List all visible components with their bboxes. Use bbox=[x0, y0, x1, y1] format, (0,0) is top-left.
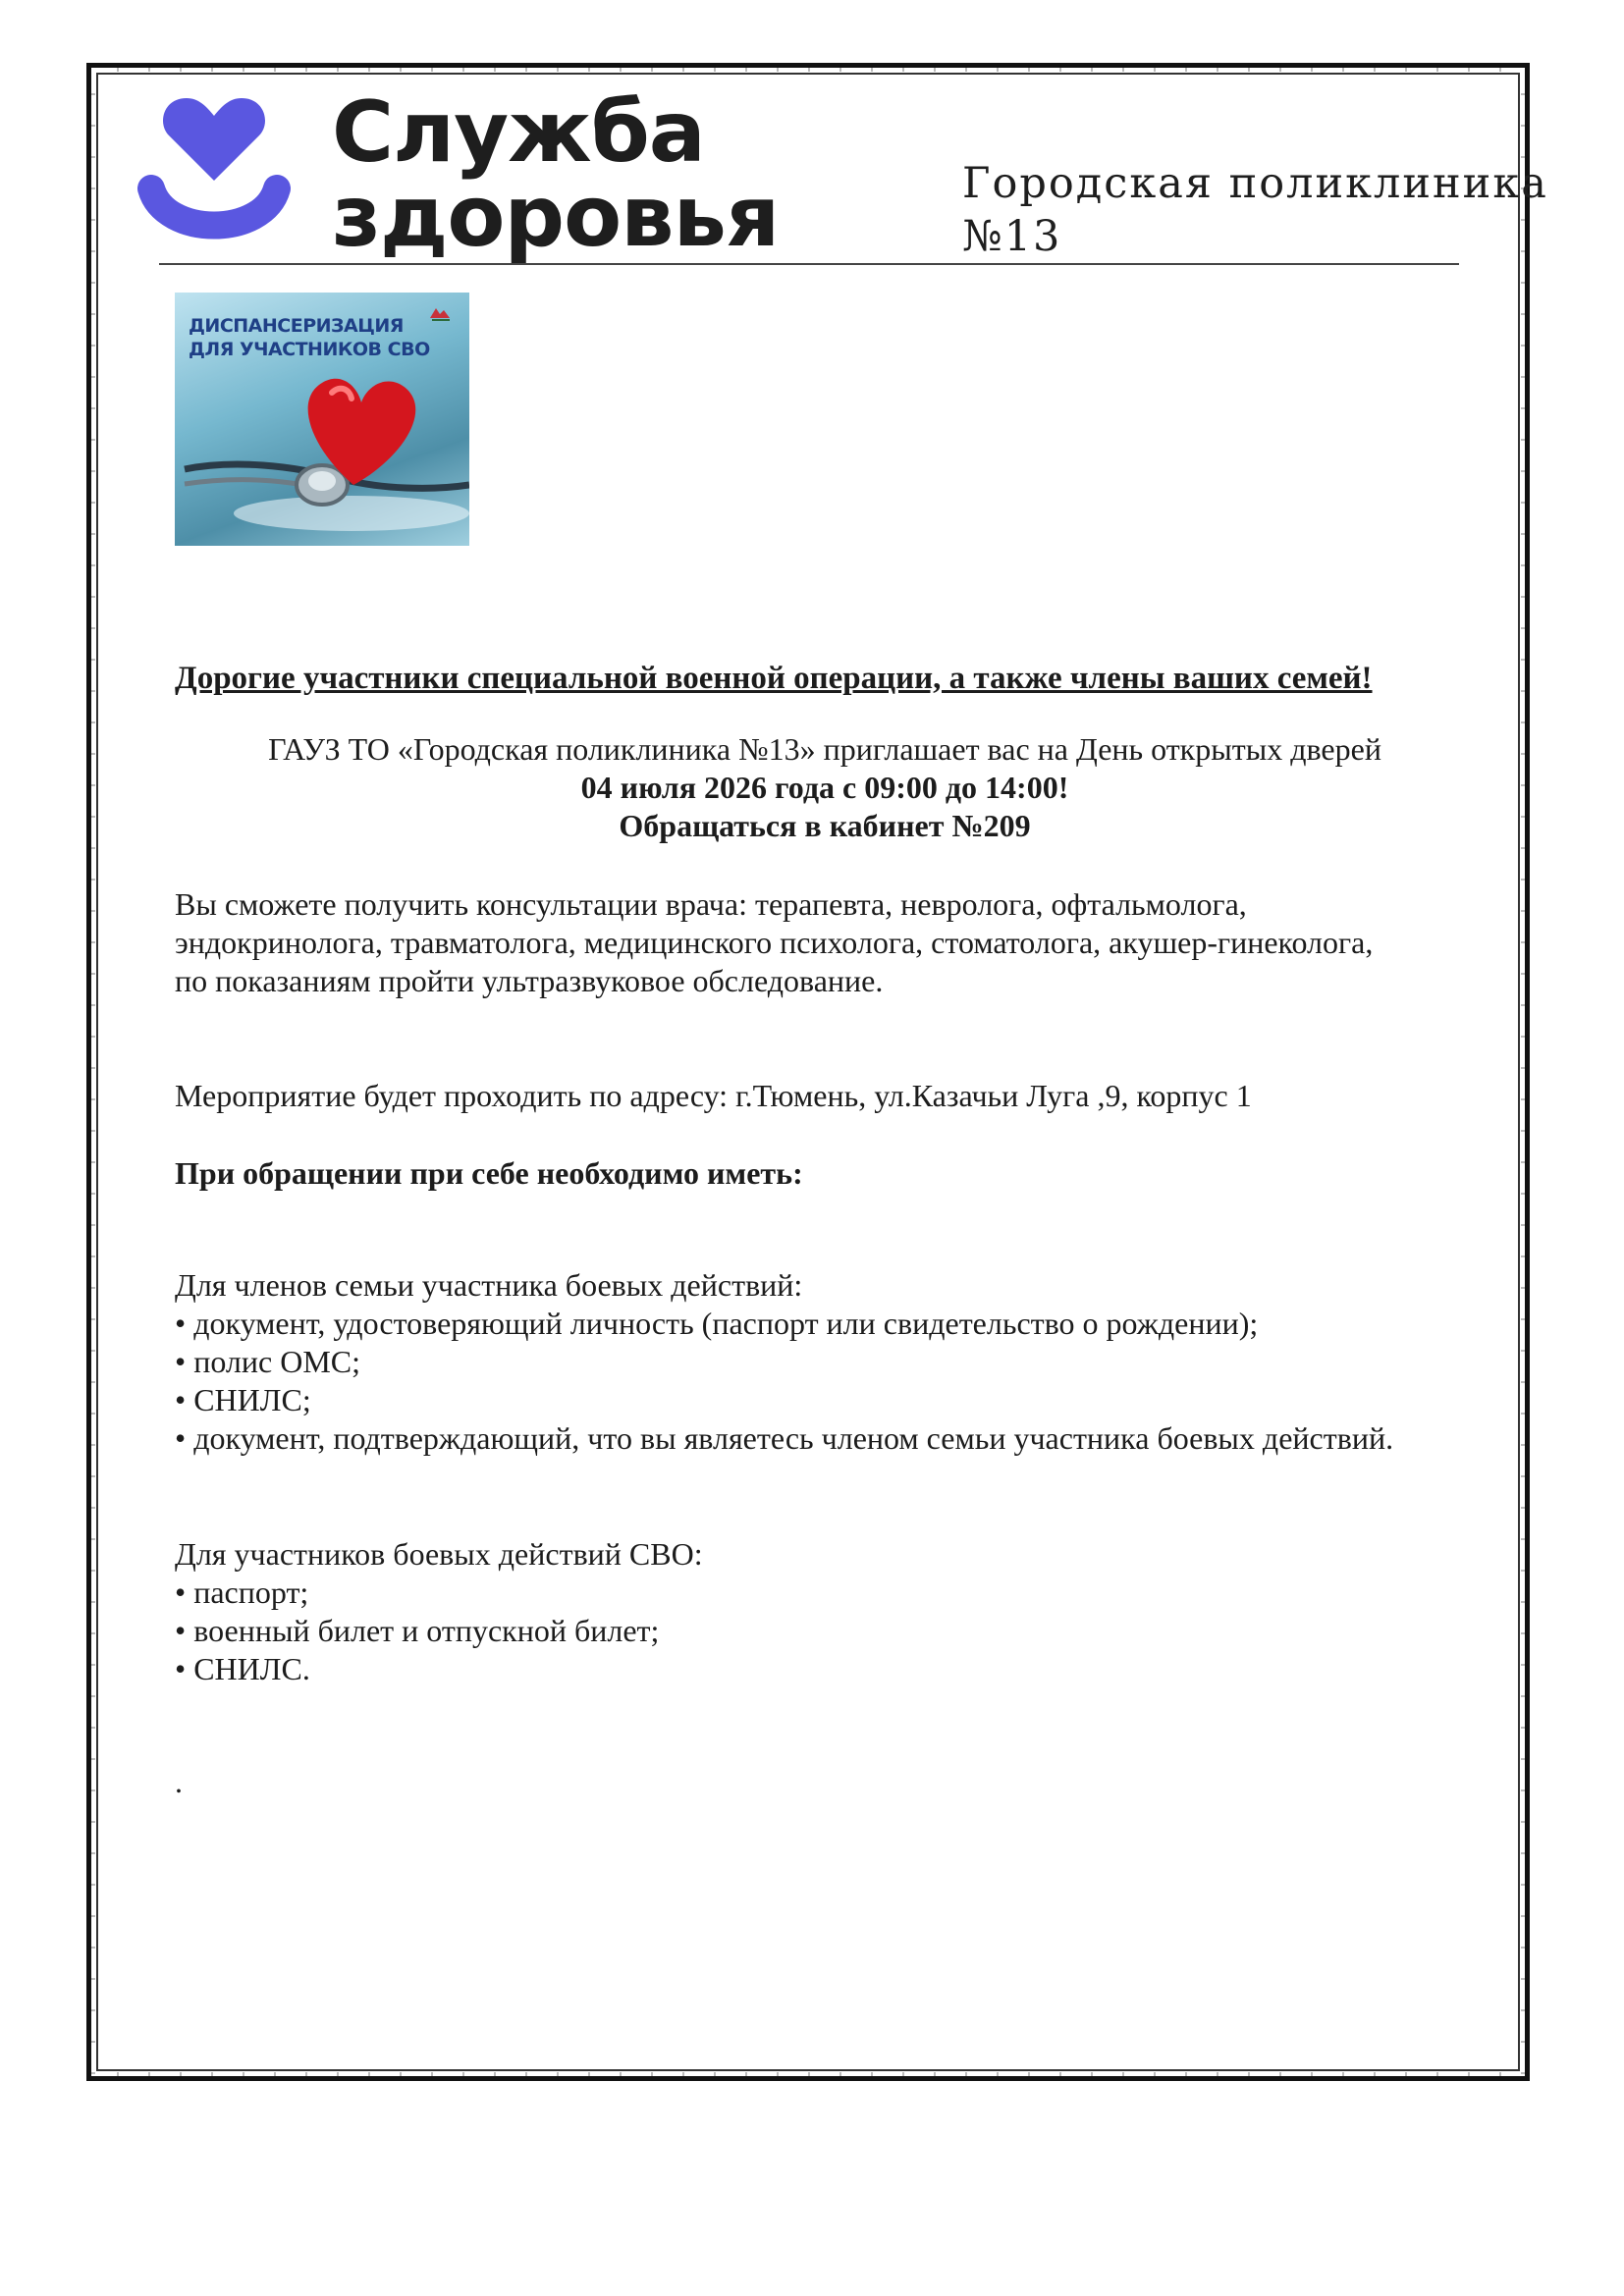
clinic-name-line-1: Городская поликлиника bbox=[962, 159, 1548, 208]
poster-title-line-2: ДЛЯ УЧАСТНИКОВ СВО bbox=[189, 339, 430, 360]
trailing-dot: . bbox=[175, 1764, 183, 1799]
list-item: • СНИЛС; bbox=[175, 1382, 311, 1417]
consultation-line: по показаниям пройти ультразвуковое обследование. bbox=[175, 963, 884, 998]
invitation-block bbox=[175, 730, 1475, 845]
clinic-name-line-2: №13 bbox=[962, 212, 1062, 261]
invitation-text: ГАУЗ ТО «Городская поликлиника №13» приглашает вас на День открытых дверей bbox=[268, 731, 1381, 767]
clinic-name bbox=[962, 157, 1548, 263]
list-item: • документ, удостоверяющий личность (паспорт или свидетельство о рождении); bbox=[175, 1306, 1259, 1341]
list-item: • полис ОМС; bbox=[175, 1344, 360, 1379]
list-item: • СНИЛС. bbox=[175, 1651, 310, 1686]
dispensary-poster-image bbox=[175, 293, 469, 546]
svo-list-heading: Для участников боевых действий СВО: bbox=[175, 1536, 703, 1572]
consultation-paragraph bbox=[175, 885, 1373, 1000]
logo-wordmark bbox=[332, 83, 780, 266]
list-item: • паспорт; bbox=[175, 1575, 309, 1610]
family-documents-list bbox=[175, 1266, 1393, 1458]
poster-title-line-1: ДИСПАНСЕРИЗАЦИЯ bbox=[189, 315, 404, 337]
header-divider bbox=[159, 263, 1459, 265]
event-address: Мероприятие будет проходить по адресу: г.Тюмень, ул.Казачьи Луга ,9, корпус 1 bbox=[175, 1078, 1252, 1113]
consultation-line: эндокринолога, травматолога, медицинского психолога, стоматолога, акушер-гинеколога, bbox=[175, 925, 1374, 960]
logo-line-1: Служба bbox=[332, 83, 705, 182]
required-documents-heading: При обращении при себе необходимо иметь: bbox=[175, 1155, 803, 1191]
list-item: • военный билет и отпускной билет; bbox=[175, 1613, 660, 1648]
event-date-time: 04 июля 2026 года с 09:00 до 14:00! bbox=[580, 770, 1069, 805]
room-number: Обращаться в кабинет №209 bbox=[619, 808, 1031, 843]
list-item: • документ, подтверждающий, что вы являетесь членом семьи участника боевых действий. bbox=[175, 1420, 1394, 1456]
consultation-line: Вы сможете получить консультации врача: терапевта, невролога, офтальмолога, bbox=[175, 886, 1247, 922]
heart-smile-logo-icon bbox=[135, 90, 293, 247]
heart-stethoscope-icon bbox=[175, 293, 469, 546]
family-list-heading: Для членов семьи участника боевых действий: bbox=[175, 1267, 803, 1303]
logo-line-2: здоровья bbox=[332, 168, 780, 266]
svo-documents-list bbox=[175, 1535, 703, 1688]
greeting-heading: Дорогие участники специальной военной операции, а также члены ваших семей! bbox=[175, 661, 1373, 696]
